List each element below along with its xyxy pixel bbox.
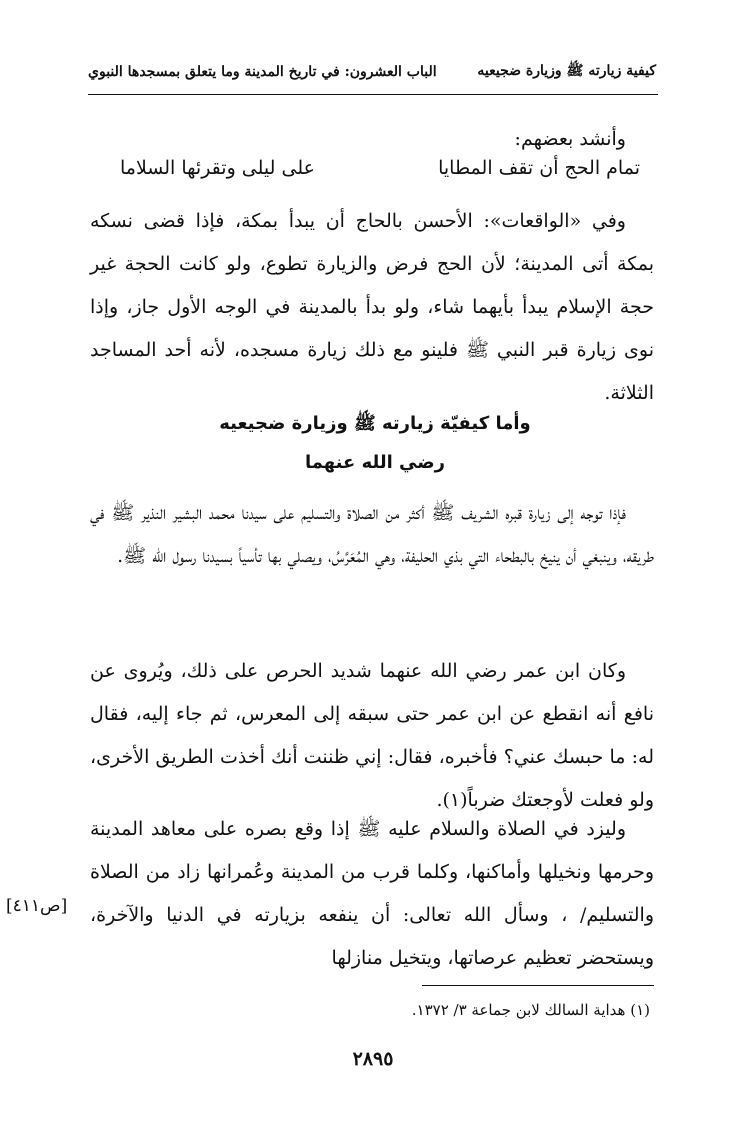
header-right-title: كيفية زيارته ﷺ وزيارة ضجيعيه — [477, 63, 656, 79]
manuscript-page-marker: [ص٤١١] — [6, 896, 68, 916]
verse-hemistich-1: تمام الحج أن تقف المطايا — [438, 157, 640, 179]
page-number: ٢٨٩٥ — [352, 1048, 394, 1070]
paragraph-text: وفي «الواقعات»: الأحسن بالحاج أن يبدأ بمكة، فإذا قضى نسكه بمكة أتى المدينة؛ لأن الحج فرض والزيارة تطوع، ولو كانت الحجة غير حجة الإسلام يبدأ بأيهما شاء، ولو بدأ بالمدينة في الوجه الأول جاز، وإذا نوى زيارة قبر النبي ﷺ فلينو مع ذلك زيارة مسجده، لأنه أحد المساجد الثلاثة. — [90, 210, 654, 404]
verse-hemistich-2: على ليلى وتقرئها السلاما — [120, 157, 315, 179]
intro-paragraph — [90, 200, 654, 415]
paragraph-2 — [90, 650, 654, 822]
header-left-title: الباب العشرون: في تاريخ المدينة وما يتعلق بمسجدها النبوي — [88, 64, 437, 80]
poetry-verse — [120, 148, 640, 188]
verse-intro-line: وأنشد بعضهم: — [514, 128, 626, 150]
paragraph-3 — [90, 808, 654, 980]
footnote-divider — [422, 985, 654, 986]
header-divider — [88, 94, 658, 95]
paragraph-text: وكان ابن عمر رضي الله عنهما شديد الحرص على ذلك، ويُروى عن نافع أنه انقطع عن ابن عمر حتى سبقه إلى المعرس، ثم جاء إليه، فقال له: ما حبسك عني؟ فأخبره، فقال: إني ظننت أنك أخذت الطريق الأخرى، ولو فعلت لأوجعتك ضرباً(١). — [90, 660, 654, 811]
paragraph-text: وليزد في الصلاة والسلام عليه ﷺ إذا وقع بصره على معاهد المدينة وحرمها ونخيلها وأماكنها، وكلما قرب من المدينة وعُمرانها زاد من الصلاة والتسليم/ ، وسأل الله تعالى: أن ينفعه بزيارته في الدنيا والآخرة، ويستحضر تعظيم عرصاتها، ويتخيل منازلها — [90, 818, 654, 969]
footnote: (١) هداية السالك لابن جماعة ٣/ ١٣٧٢. — [411, 1001, 650, 1019]
paragraph-1 — [90, 492, 654, 578]
section-heading-line-2: رضي الله عنهما — [304, 452, 446, 473]
paragraph-text: فإذا توجه إلى زيارة قبره الشريف ﷺ أكثر من الصلاة والتسليم على سيدنا محمد البشير النذير ﷺ في طريقه، وينبغي أن ينيخ بالبطحاء التي بذي الحليفة، وهي المُعَرَّسُ، ويصلي بها تأسياً بسيدنا رسول الله ﷺ. — [90, 502, 654, 567]
running-header — [88, 56, 656, 88]
section-heading-line-1: وأما كيفيّة زيارته ﷺ وزيارة ضجيعيه — [219, 413, 531, 434]
